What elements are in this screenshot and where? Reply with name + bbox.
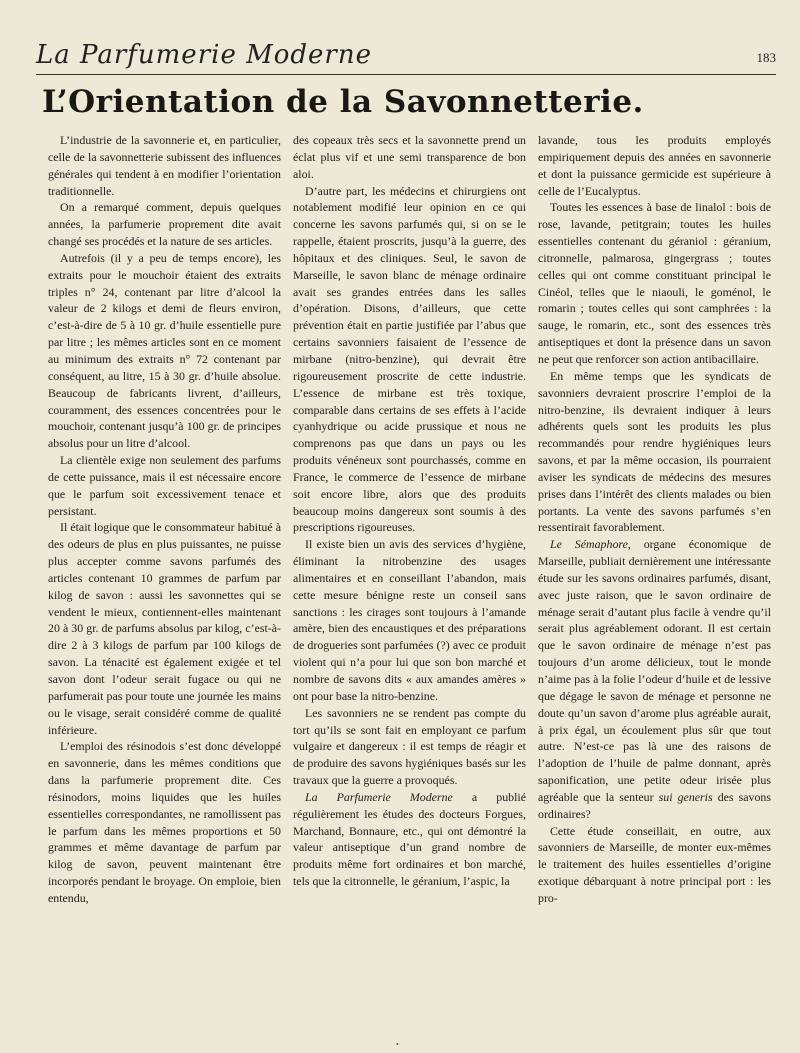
column-1 [48, 132, 281, 1012]
paragraph: Les savonniers ne se rendent pas compte du tort qu’ils se sont fait en employant ce parfum vulgaire et dangereux : il est temps de réagir et de produire des savons hygiéniques basés sur les travaux que la guerre a provoqués. [293, 705, 526, 788]
paragraph: des copeaux très secs et la savonnette prend un éclat plus vif et une semi transparence de bon aloi. [293, 133, 526, 181]
article-body [48, 132, 772, 1012]
paragraph: Toutes les essences à base de linalol : bois de rose, lavande, petitgrain; toutes les huiles essentielles contenant du géraniol : géranium, citronnelle, palmarosa, gingergrass ; toutes celles qui ont comme constituant principal le Cinéol, telles que le niaouli, le goménol, le romarin ; toutes celles qui sont camphrées : la sauge, le romarin, etc., sont des essences très antiseptiques et dont la présence dans un savon ne peut que renforcer son action antibacillaire. [538, 200, 771, 366]
page-number: 183 [756, 50, 776, 65]
column-2 [293, 132, 526, 1012]
paragraph: On a remarqué comment, depuis quelques années, la parfumerie proprement dite avait changé ses procédés et la nature de ses articles. [48, 200, 281, 249]
paragraph-text: a publié régulièrement les études des docteurs Forgues, Marchand, Bonnaure, etc., qui ont démontré la valeur antiseptique d’un grand nombre de produits même fort ordinaires et bon marché, tels que la citronnelle, le géranium, l’aspic, la [293, 789, 526, 889]
paragraph: L’emploi des résinodois s’est donc développé en savonnerie, dans les mêmes conditions que dans la parfumerie proprement dite. Ces résinodors, moins liquides que les huiles essentielles correspondantes, ne ramollissent pas le parfum dans les mêmes proportions et 50 grammes et même davantage de parfum par kilog de savon, peuvent maintenant être incorporés pendant le broyage. On emploie, bien entendu, [48, 739, 281, 905]
latin-phrase: sui generis [658, 789, 713, 804]
paragraph: Autrefois (il y a peu de temps encore), les extraits pour le mouchoir étaient des extraits triples n° 24, contenant par litre d’alcool la valeur de 2 kilogs et demi de fleurs environ, c’est-à-dire de 5 à 10 gr. d’huile essentielle pure par litre ; les mêmes articles sont en ce moment au minimum des extraits n° 72 contenant par conséquent, au litre, 15 à 30 gr. d’huile absolue. Beaucoup de fabricants livrent, d’ailleurs, couramment, des essences concentrées pour le mouchoir, contenant jusqu’à 100 gr. de principes absolus pour un litre d’alcool. [48, 250, 281, 451]
print-dot: • [396, 1040, 399, 1049]
newspaper-citation: Le Sémaphore, [550, 537, 631, 552]
paragraph: La clientèle exige non seulement des parfums de cette puissance, mais il est nécessaire encore que le parfum soit excessivement tenace et persistant. [48, 453, 281, 518]
column-3 [538, 132, 771, 1012]
journal-citation: La Parfumerie Moderne [305, 789, 453, 804]
paragraph: L’industrie de la savonnerie et, en particulier, celle de la savonnetterie subissent des influences générales qui tendent à en modifier l’orientation traditionnelle. [48, 133, 281, 198]
paragraph: D’autre part, les médecins et chirurgiens ont notablement modifié leur opinion en ce qui concerne les savons parfumés qui, si on se le rappelle, étaient proscrits, jusqu’à la guerre, des hôpitaux et des cliniques. Seul, le savon de Marseille, le savon blanc de ménage ordinaire avait ses grandes entrées dans les salles d’opération. Disons, d’ailleurs, que cette prévention était en partie justifiée par l’abus que certains savonniers faisaient de l’essence de mirbane (nitro-benzine), qui devrait être rigoureusement proscrite de cette industrie. L’essence de mirbane est très toxique, comparable dans certains de ses effets à l’acide cyanhydrique ou acide prussique et nous ne comprenons pas que dans un pays ou les produits vénéneux sont pourchassés, comme en France, le commerce de l’essence de mirbane soit encore libre, alors que des produits beaucoup moins dangereux sont soumis à des prescriptions rigoureuses. [293, 183, 526, 535]
paragraph [293, 789, 526, 890]
paragraph: En même temps que les syndicats de savonniers devraient proscrire l’emploi de la nitro-benzine, ils devraient indiquer à leurs adhérents quels sont les produits les plus recommandés pour rendre hygiéniques leurs savons, et par la même occasion, ils pourraient aviser les syndicats de médecins des mesures prises dans l’intérêt des clients malades ou bien portants. La vente des savons parfumés s’en ressentirait favorablement. [538, 368, 771, 535]
paragraph: Cette étude conseillait, en outre, aux savonniers de Marseille, de monter eux-mêmes le traitement des huiles essentielles d’origine exotique débarquant à notre principal port : les pro- [538, 823, 771, 905]
paragraph: lavande, tous les produits employés empiriquement depuis des années en savonnerie et dont la puissance germicide est supérieure à celle de l’Eucalyptus. [538, 133, 771, 198]
paragraph: Il existe bien un avis des services d’hygiène, éliminant la nitrobenzine des usages alimentaires et en conseillant l’abandon, mais cette mesure bénigne reste un conseil sans sanctions : les cirages sont toujours à l’amande amère, bien des encaustiques et des préparations de drogueries sont parfumées (?) avec ce produit violent qui n’a pour lui que son bon marché et nombre de savons dits « aux amandes amères » ont pour base la nitro-benzine. [293, 537, 526, 703]
header-rule [36, 74, 776, 75]
article-title: L’Orientation de la Savonnetterie. [42, 84, 644, 120]
paragraph-text: organe économique de Marseille, publiait dernièrement une intéressante étude sur les savons ordinaires parfumés, disant, avec juste raison, que le savon ordinaire de ménage serait d’autant plus facile à vendre qu’il serait plus agréablement odorant. Il est certain que le savon ordinaire de ménage n’est pas toujours d’un arome délicieux, tout le monde n’aime pas à la folie l’odeur d’huile et de lessive que dégage le savon de ménage et personne ne doute qu’un savon d’arome plus agréable aurait, à prix égal, un écoulement plus sûr que tout autre. N’est-ce pas là une des raisons de l’adoption de l’huile de palme donnant, après saponification, une petite odeur irisée plus agréable que la senteur [538, 537, 771, 804]
paragraph [538, 536, 771, 822]
page-header [36, 40, 776, 74]
paragraph-text: des savons ordinaires? [538, 789, 771, 821]
paragraph: Il était logique que le consommateur habitué à des odeurs de plus en plus puissantes, ne puisse plus accepter comme savons parfumés des articles contenant 10 grammes de parfum par kilog de savon : aussi les savonnettes qui se vendent le mieux, contiennent-elles maintenant 20 à 30 gr. de parfums absolus par kilog, c’est-à-dire 2 à 3 kilogs de parfum par 100 kilogs de savon. La ténacité est également exigée et tel savon dont l’odeur serait fugace ou qui ne parfumerait pas pour toute une journée les mains ou le visage, serait considéré comme de qualité inférieure. [48, 520, 281, 737]
journal-name: La Parfumerie Moderne [36, 40, 372, 70]
